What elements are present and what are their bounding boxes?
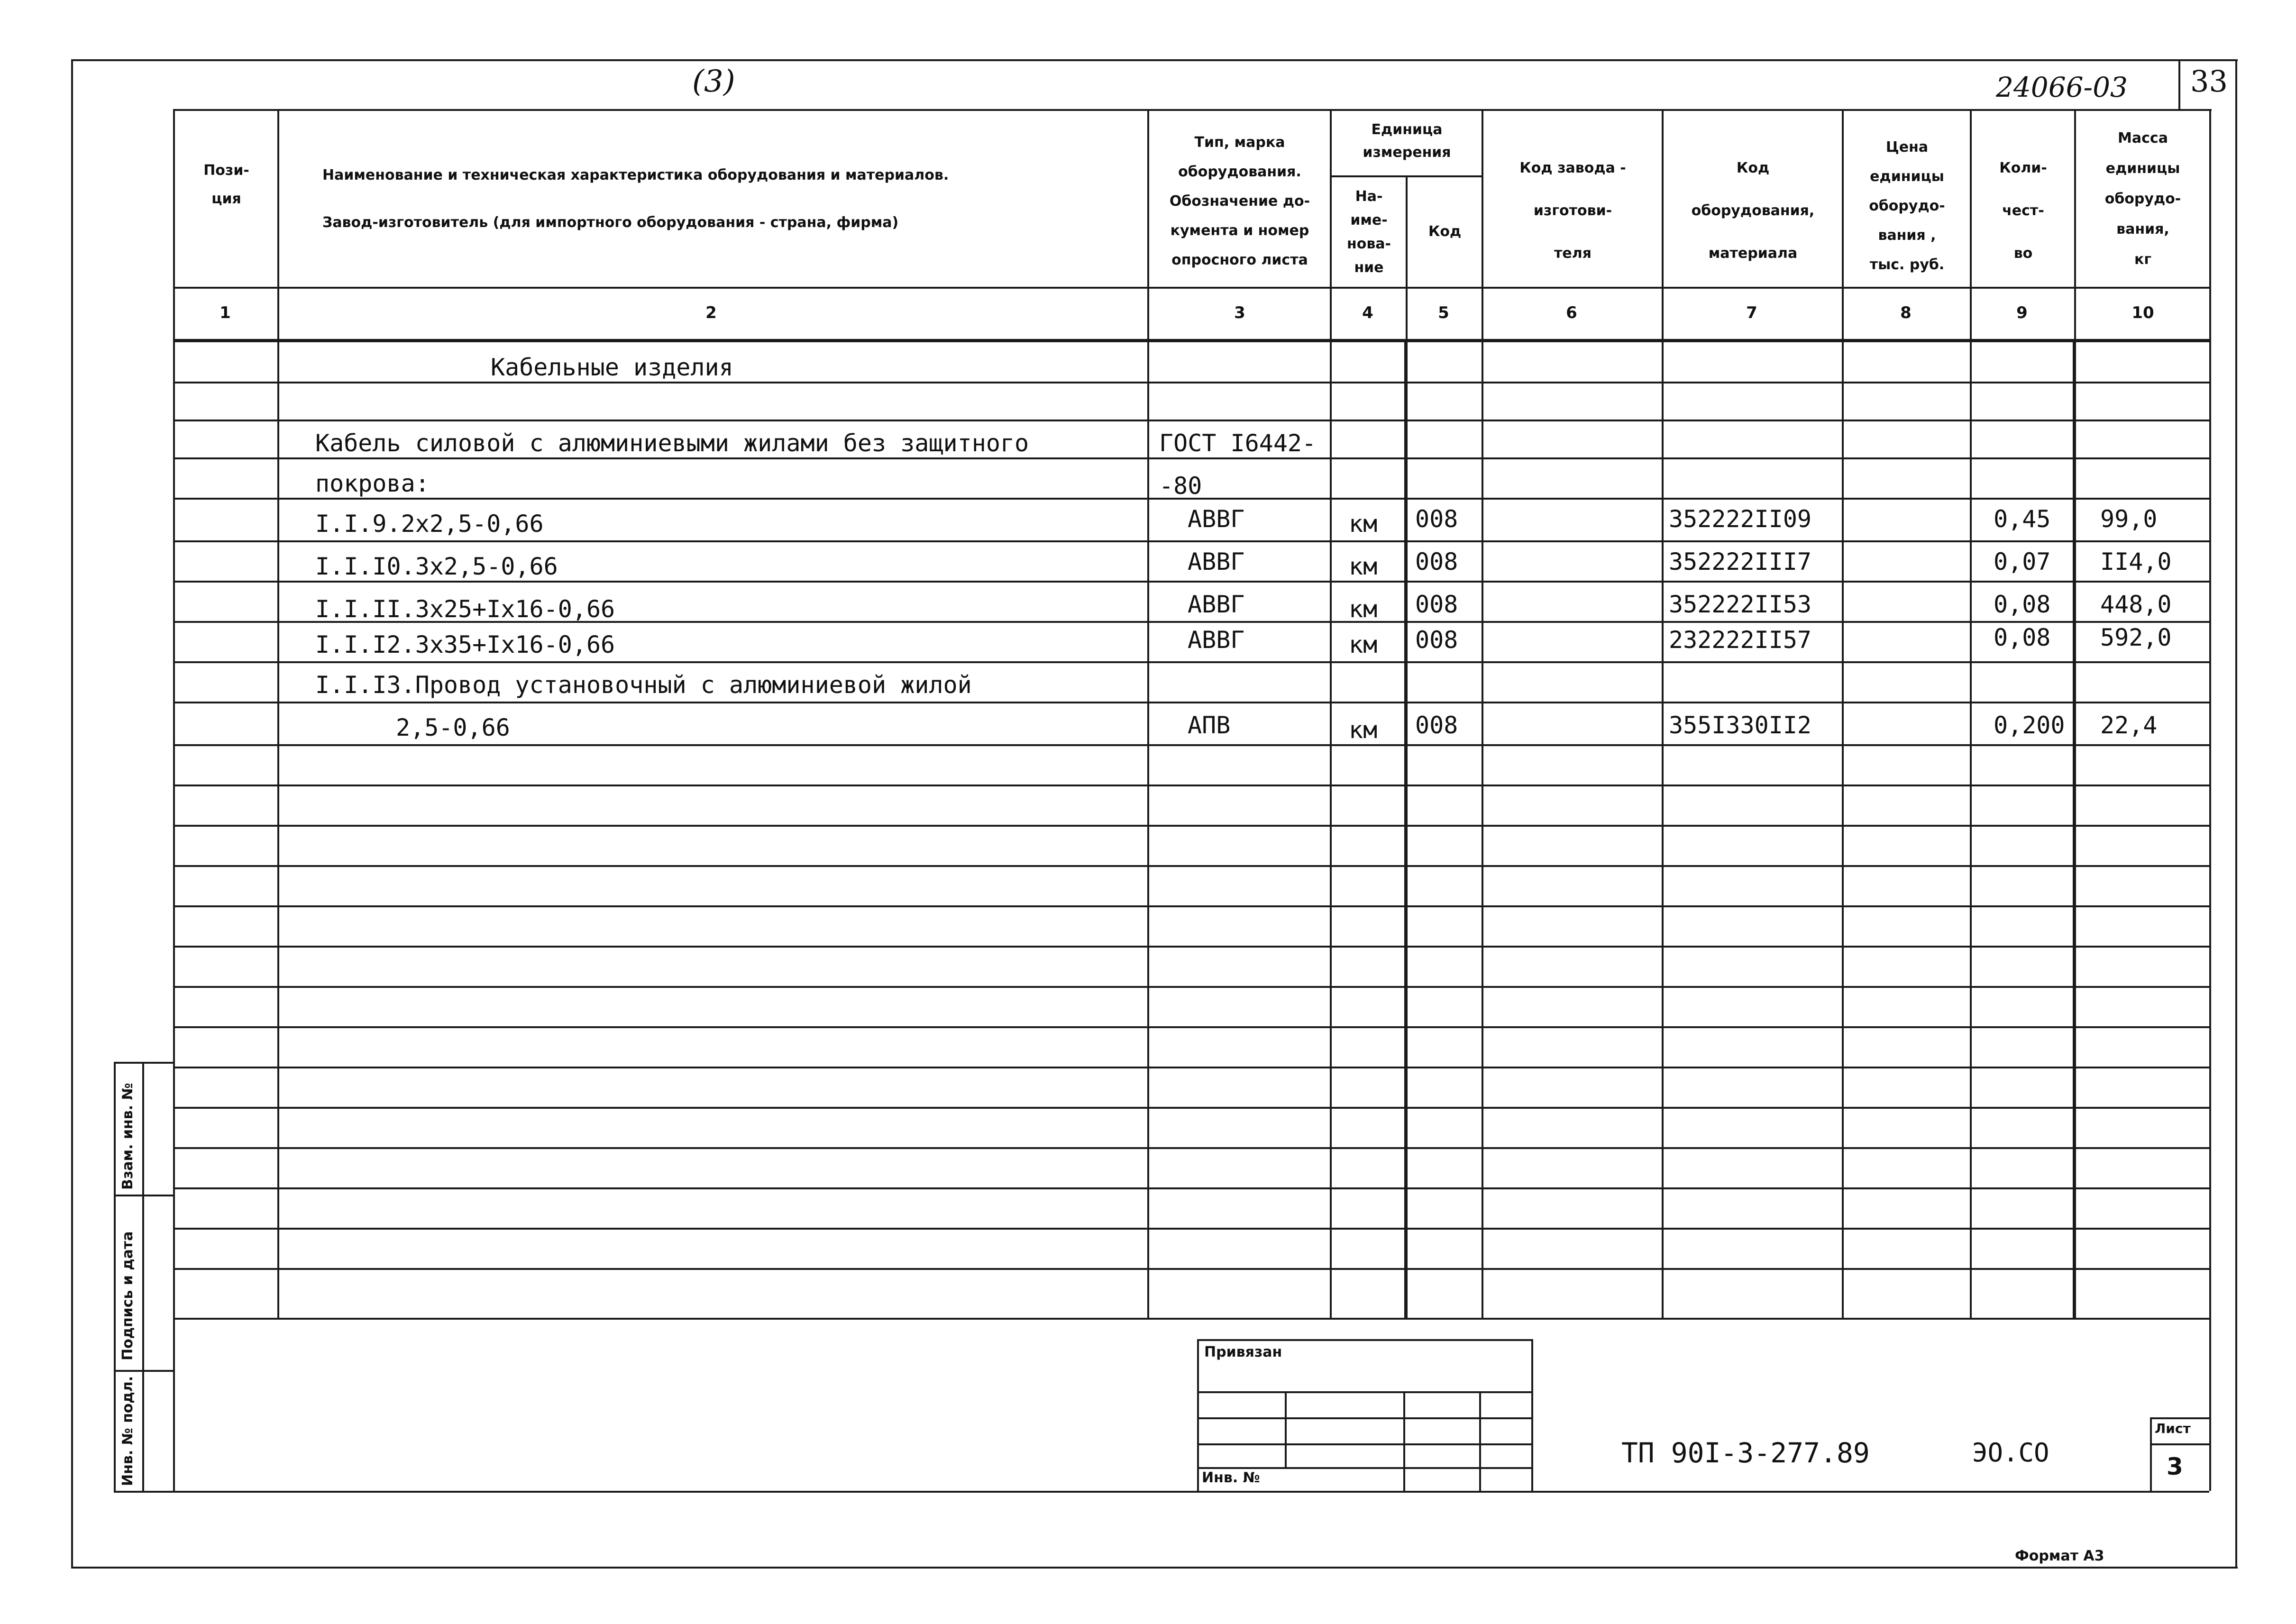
row-6-material-code: 352222III7 bbox=[1669, 548, 1812, 575]
body-row-line bbox=[173, 865, 2209, 867]
row-7-material-code: 352222II53 bbox=[1669, 591, 1812, 618]
colnum-4: 4 bbox=[1362, 303, 1373, 322]
body-row-line bbox=[173, 1067, 2209, 1068]
colnum-2: 2 bbox=[705, 303, 717, 322]
sheet-box-mid bbox=[2150, 1443, 2209, 1445]
body-row-line bbox=[173, 581, 2209, 583]
frame-right bbox=[2235, 59, 2237, 1567]
body-row-line bbox=[173, 420, 2209, 421]
bound-box-row4 bbox=[1197, 1467, 1531, 1469]
bound-box-row2 bbox=[1197, 1417, 1531, 1419]
row-5-unit: км bbox=[1349, 510, 1378, 538]
stamp-inv-label: Инв. № bbox=[1202, 1469, 1260, 1486]
row-10-code: 008 bbox=[1415, 712, 1458, 739]
colnum-10: 10 bbox=[2131, 303, 2154, 322]
col-sep-5 bbox=[1482, 109, 1483, 1318]
body-row-line bbox=[173, 540, 2209, 542]
row-7-code: 008 bbox=[1415, 591, 1458, 618]
side-strip-bottom bbox=[114, 1491, 173, 1493]
body-row-line bbox=[173, 946, 2209, 948]
body-row-line bbox=[173, 661, 2209, 663]
row-5-name: I.I.9.2x2,5-0,66 bbox=[315, 510, 544, 538]
body-row-line bbox=[173, 1268, 2209, 1270]
stamp-section: ЭО.СО bbox=[1972, 1438, 2049, 1468]
row-6-qty: 0,07 bbox=[1994, 548, 2051, 575]
row-5-qty: 0,45 bbox=[1994, 505, 2051, 533]
stamp-bound-label: Привязан bbox=[1204, 1344, 1282, 1360]
col-sep-8 bbox=[1970, 109, 1972, 1318]
body-row-line bbox=[173, 905, 2209, 907]
col-sep-7 bbox=[1842, 109, 1844, 1318]
row-1-name: Кабельные изделия bbox=[491, 354, 733, 381]
frame-left bbox=[71, 59, 73, 1567]
colnum-7: 7 bbox=[1746, 303, 1757, 322]
body-row-line bbox=[173, 702, 2209, 703]
body-row-line bbox=[173, 457, 2209, 459]
body-row-line bbox=[173, 986, 2209, 988]
header-unit-group: Единица измерения bbox=[1363, 121, 1451, 161]
header-col3: Тип, марка оборудования. Обозначение до- кумента и номер опросного листа bbox=[1169, 134, 1310, 268]
row-10-name: 2,5-0,66 bbox=[396, 714, 510, 741]
table-top bbox=[173, 109, 2212, 111]
stamp-sheet-number: 3 bbox=[2167, 1453, 2183, 1480]
row-8-mass: 592,0 bbox=[2100, 624, 2172, 651]
colnum-5: 5 bbox=[1438, 303, 1449, 322]
side-strip-left bbox=[114, 1062, 116, 1491]
row-10-unit: км bbox=[1349, 716, 1378, 744]
body-row-line bbox=[173, 1228, 2209, 1230]
header-col10: Масса единицы оборудо- вания, кг bbox=[2104, 130, 2181, 268]
format-label: Формат А3 bbox=[2015, 1548, 2104, 1564]
row-6-code: 008 bbox=[1415, 548, 1458, 575]
bound-box-col1 bbox=[1285, 1391, 1287, 1467]
row-5-mass: 99,0 bbox=[2100, 505, 2158, 533]
body-row-line bbox=[173, 744, 2209, 746]
body-row-line bbox=[173, 1026, 2209, 1028]
side-strip-div1 bbox=[114, 1195, 173, 1196]
row-5-type: АВВГ bbox=[1188, 505, 1245, 533]
row-3-type: ГОСТ I6442- bbox=[1159, 429, 1317, 457]
header-col5: Код bbox=[1428, 223, 1462, 240]
number-row-bottom bbox=[173, 339, 2209, 342]
page-number-top: (3) bbox=[692, 64, 735, 99]
row-6-unit: км bbox=[1349, 553, 1378, 580]
row-5-material-code: 352222II09 bbox=[1669, 505, 1812, 533]
stamp-doc-code: ТП 90I-3-277.89 bbox=[1621, 1437, 1870, 1469]
row-3-name: Кабель силовой с алюминиевыми жилами без защитного bbox=[315, 429, 1029, 457]
row-8-unit: км bbox=[1349, 631, 1378, 658]
body-row-line bbox=[173, 1147, 2209, 1149]
header-col8: Цена единицы оборудо- вания , тыс. руб. bbox=[1869, 139, 1945, 273]
row-9-name: I.I.I3.Провод установочный с алюминиевой жилой bbox=[315, 671, 972, 699]
row-8-name: I.I.I2.3x35+Ix16-0,66 bbox=[315, 631, 615, 658]
row-7-type: АВВГ bbox=[1188, 591, 1245, 618]
row-4-type: -80 bbox=[1159, 472, 1202, 500]
header-col2: Наименование и техническая характеристика оборудования и материалов. Завод-изготовитель (для импортного оборудования - страна, фирма) bbox=[322, 167, 949, 231]
header-col4: На- име- нова- ние bbox=[1346, 188, 1391, 276]
row-4-name: покрова: bbox=[315, 470, 430, 497]
header-col1: Пози- ция bbox=[203, 162, 249, 207]
frame-top bbox=[71, 59, 2238, 61]
frame-bottom bbox=[71, 1567, 2238, 1569]
stamp-sheet-label: Лист bbox=[2155, 1421, 2191, 1436]
row-8-code: 008 bbox=[1415, 626, 1458, 654]
side-strip-top bbox=[114, 1062, 173, 1064]
colnum-3: 3 bbox=[1234, 303, 1245, 322]
body-row-line bbox=[173, 382, 2209, 383]
row-6-type: АВВГ bbox=[1188, 548, 1245, 575]
header-bottom-line bbox=[173, 287, 2209, 289]
row-7-unit: км bbox=[1349, 595, 1378, 623]
sheet-box-left bbox=[2150, 1417, 2152, 1491]
row-10-type: АПВ bbox=[1188, 712, 1231, 739]
row-10-mass: 22,4 bbox=[2100, 712, 2158, 739]
sheet-corner-number: 33 bbox=[2190, 64, 2228, 99]
header-col7: Код оборудования, материала bbox=[1691, 160, 1815, 262]
side-label-signature-date: Подпись и дата bbox=[119, 1231, 136, 1360]
corner-box-divider bbox=[2178, 59, 2180, 109]
bound-box-row3 bbox=[1197, 1443, 1531, 1445]
row-6-name: I.I.I0.3x2,5-0,66 bbox=[315, 553, 558, 580]
colnum-9: 9 bbox=[2016, 303, 2028, 322]
body-row-line bbox=[173, 785, 2209, 786]
col-sep-3 bbox=[1330, 109, 1332, 1318]
row-8-type: АВВГ bbox=[1188, 626, 1245, 654]
bound-box-top bbox=[1197, 1339, 1531, 1341]
doc-id-handwritten: 24066-03 bbox=[1996, 71, 2128, 103]
row-6-mass: II4,0 bbox=[2100, 548, 2172, 575]
bound-box-right bbox=[1531, 1339, 1533, 1491]
col-sep-1 bbox=[277, 109, 279, 1318]
body-row-line bbox=[173, 825, 2209, 827]
col-sep-6 bbox=[1662, 109, 1664, 1318]
table-left bbox=[173, 109, 175, 1491]
stamp-bottom bbox=[173, 1491, 2209, 1493]
row-7-name: I.I.II.3x25+Ix16-0,66 bbox=[315, 595, 615, 623]
body-row-line bbox=[173, 1107, 2209, 1109]
side-strip-mid bbox=[142, 1062, 144, 1491]
table-right bbox=[2209, 109, 2211, 1491]
colnum-6: 6 bbox=[1566, 303, 1577, 322]
colnum-1: 1 bbox=[220, 303, 231, 322]
row-8-material-code: 232222II57 bbox=[1669, 626, 1812, 654]
bound-box-col3 bbox=[1479, 1391, 1481, 1491]
side-label-replace-inv: Взам. инв. № bbox=[119, 1083, 136, 1190]
row-7-qty: 0,08 bbox=[1994, 591, 2051, 618]
row-7-mass: 448,0 bbox=[2100, 591, 2172, 618]
col-sep-2 bbox=[1147, 109, 1149, 1318]
body-row-line bbox=[173, 1187, 2209, 1189]
header-col9: Коли- чест- во bbox=[1999, 160, 2047, 262]
bound-box-col2 bbox=[1403, 1391, 1405, 1491]
sheet-box-top bbox=[2150, 1417, 2209, 1419]
colnum-8: 8 bbox=[1900, 303, 1912, 322]
bound-box-row1 bbox=[1197, 1391, 1531, 1393]
unit-group-line bbox=[1330, 175, 1482, 177]
row-10-qty: 0,200 bbox=[1994, 712, 2065, 739]
thick-sep-9 bbox=[2073, 341, 2076, 1318]
thick-sep-4 bbox=[1404, 341, 1408, 1318]
row-8-qty: 0,08 bbox=[1994, 624, 2051, 651]
side-strip-div2 bbox=[114, 1370, 173, 1372]
row-10-material-code: 355I330II2 bbox=[1669, 712, 1812, 739]
row-5-code: 008 bbox=[1415, 505, 1458, 533]
side-label-inv-orig: Инв. № подл. bbox=[119, 1376, 136, 1486]
stamp-top bbox=[173, 1318, 2209, 1320]
header-col6: Код завода - изготови- теля bbox=[1519, 160, 1626, 262]
